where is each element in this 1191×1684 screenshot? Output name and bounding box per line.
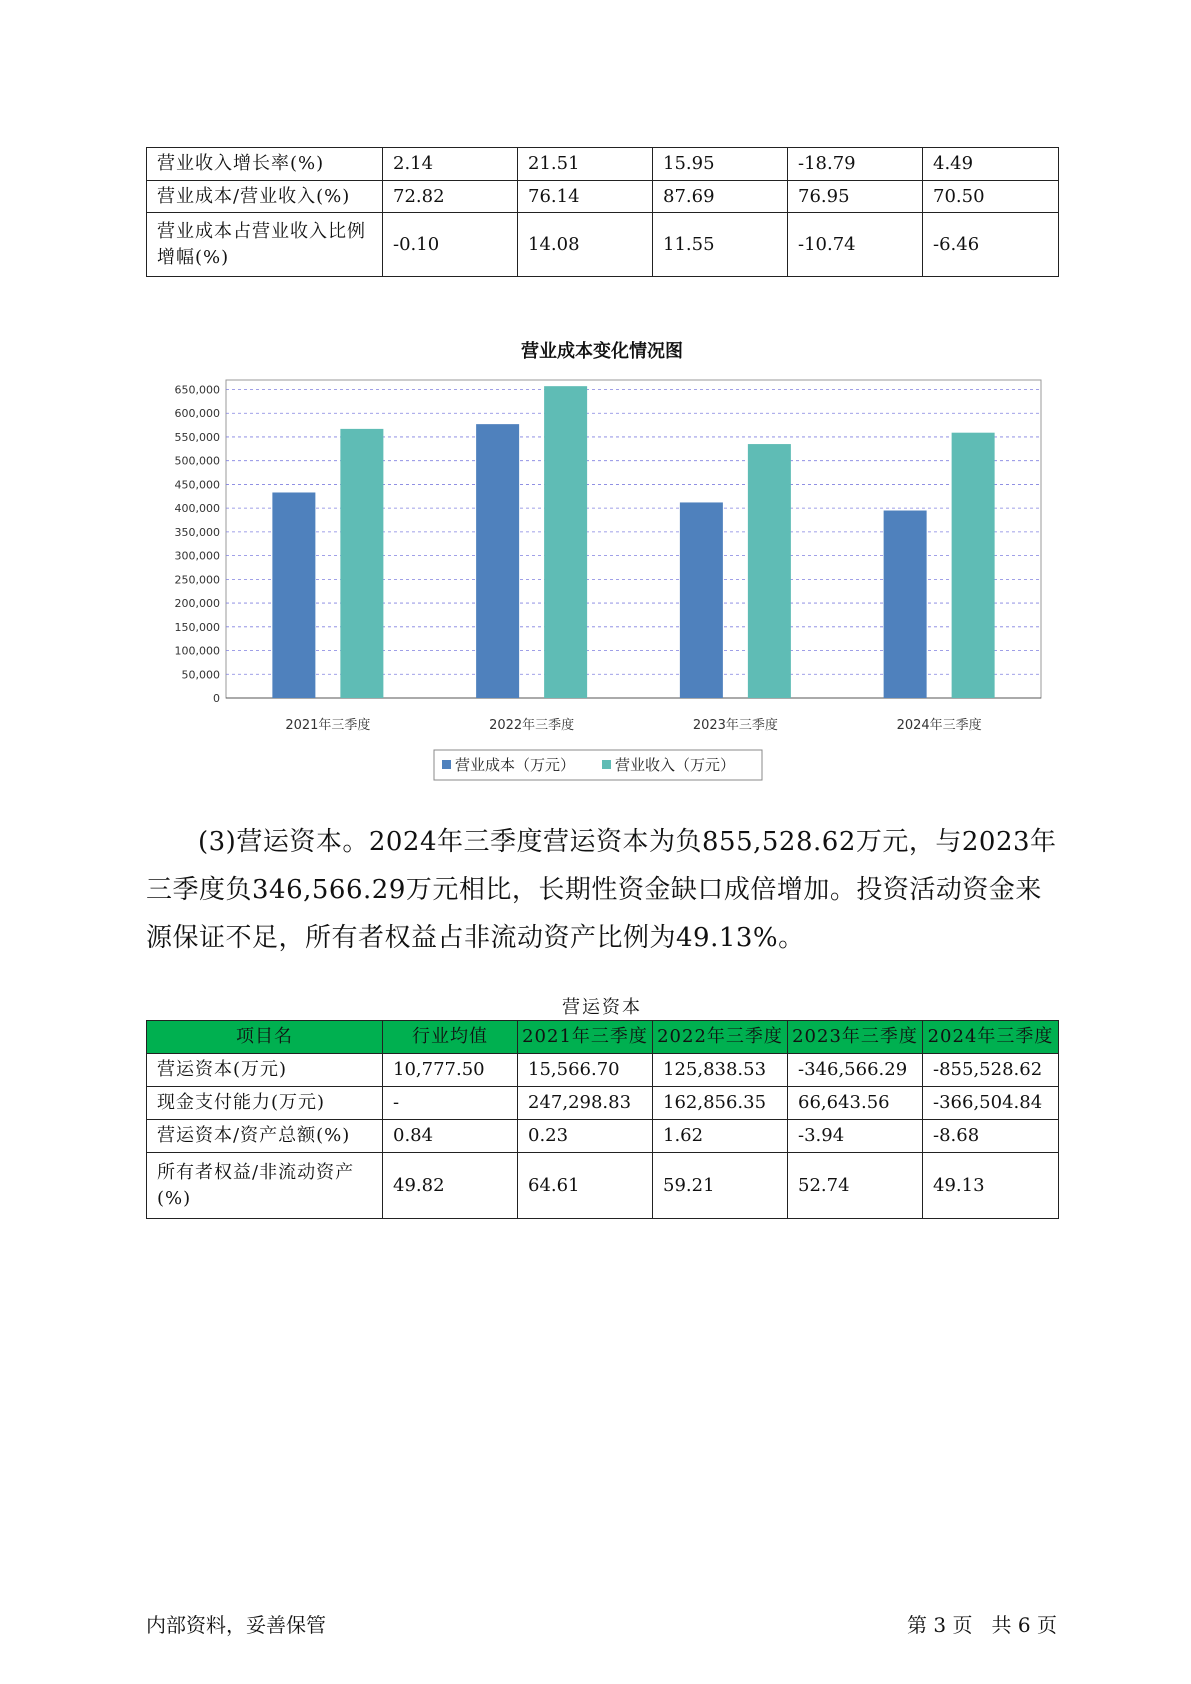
- table-cell: 15,566.70: [518, 1054, 653, 1087]
- legend-swatch: [442, 760, 451, 769]
- table-cell: 59.21: [653, 1153, 788, 1219]
- bar-revenue: [748, 444, 791, 698]
- table-cell: -3.94: [788, 1120, 923, 1153]
- y-tick-label: 450,000: [174, 478, 220, 492]
- table-row: [147, 213, 1059, 277]
- growth-table: [146, 147, 1059, 277]
- table-cell: -855,528.62: [923, 1054, 1059, 1087]
- working-capital-table: [146, 1020, 1059, 1219]
- y-tick-label: 150,000: [174, 620, 220, 634]
- row-label: 营运资本(万元): [147, 1054, 383, 1087]
- table-cell: 49.82: [383, 1153, 518, 1219]
- x-tick-label: 2022年三季度: [489, 718, 575, 733]
- legend-swatch: [602, 760, 611, 769]
- working-capital-paragraph: [146, 818, 1066, 962]
- table-cell: 15.95: [653, 148, 788, 181]
- y-tick-label: 350,000: [174, 525, 220, 539]
- table-cell: 10,777.50: [383, 1054, 518, 1087]
- paragraph-text: (3)营运资本。2024年三季度营运资本为负855,528.62万元，与2023年三季度负346,566.29万元相比，长期性资金缺口成倍增加。投资活动资金来源保证不足，所有者权益占非流动资产比例为49.13%。: [146, 827, 1057, 953]
- table-cell: 125,838.53: [653, 1054, 788, 1087]
- table-row: [147, 1087, 1059, 1120]
- chart-title: 营业成本变化情况图: [521, 341, 683, 362]
- bar-revenue: [340, 429, 383, 698]
- table-cell: 70.50: [923, 181, 1059, 213]
- header-cell: 项目名: [147, 1021, 383, 1054]
- bar-cost: [272, 492, 315, 698]
- table-cell: 4.49: [923, 148, 1059, 181]
- header-cell: 2021年三季度: [518, 1021, 653, 1054]
- table-cell: 0.84: [383, 1120, 518, 1153]
- row-label: 所有者权益/非流动资产(%): [147, 1153, 383, 1219]
- table-cell: -0.10: [383, 213, 518, 277]
- legend-label: 营业成本（万元）: [455, 756, 576, 774]
- table-cell: -346,566.29: [788, 1054, 923, 1087]
- table-cell: 52.74: [788, 1153, 923, 1219]
- header-cell: 2022年三季度: [653, 1021, 788, 1054]
- row-label: 营运资本/资产总额(%): [147, 1120, 383, 1153]
- footer-confidential: 内部资料，妥善保管: [146, 1613, 326, 1637]
- table-row: [147, 181, 1059, 213]
- table-cell: 76.95: [788, 181, 923, 213]
- x-tick-label: 2023年三季度: [692, 718, 778, 733]
- table-cell: -6.46: [923, 213, 1059, 277]
- row-label: 营业收入增长率(%): [147, 148, 383, 181]
- row-label: 营业成本/营业收入(%): [147, 181, 383, 213]
- table-cell: 64.61: [518, 1153, 653, 1219]
- x-tick-label: 2021年三季度: [285, 718, 371, 733]
- x-tick-label: 2024年三季度: [896, 718, 982, 733]
- table-cell: 1.62: [653, 1120, 788, 1153]
- table-cell: 14.08: [518, 213, 653, 277]
- bar-cost: [680, 502, 723, 698]
- y-tick-label: 250,000: [174, 573, 220, 587]
- table-cell: 11.55: [653, 213, 788, 277]
- bar-revenue: [544, 386, 587, 698]
- table-cell: 72.82: [383, 181, 518, 213]
- y-tick-label: 100,000: [174, 644, 220, 658]
- table-cell: -18.79: [788, 148, 923, 181]
- header-cell: 2024年三季度: [923, 1021, 1059, 1054]
- legend-label: 营业收入（万元）: [615, 756, 736, 774]
- y-tick-label: 200,000: [174, 597, 220, 611]
- table-cell: -: [383, 1087, 518, 1120]
- y-tick-label: 300,000: [174, 549, 220, 563]
- table-cell: 21.51: [518, 148, 653, 181]
- table-cell: 162,856.35: [653, 1087, 788, 1120]
- table-cell: 247,298.83: [518, 1087, 653, 1120]
- bar-cost: [476, 424, 519, 698]
- bar-revenue: [952, 433, 995, 698]
- page-number: 第 3 页 共 6 页: [907, 1613, 1057, 1637]
- row-label: 营业成本占营业收入比例增幅(%): [147, 213, 383, 277]
- y-tick-label: 400,000: [174, 502, 220, 516]
- header-cell: 行业均值: [383, 1021, 518, 1054]
- bar-cost: [884, 511, 927, 698]
- row-label: 现金支付能力(万元): [147, 1087, 383, 1120]
- y-tick-label: 0: [213, 692, 220, 705]
- table-cell: -8.68: [923, 1120, 1059, 1153]
- table-caption: 营运资本: [562, 997, 642, 1018]
- table-header-row: [147, 1021, 1059, 1054]
- header-cell: 2023年三季度: [788, 1021, 923, 1054]
- table-cell: 76.14: [518, 181, 653, 213]
- y-tick-label: 50,000: [181, 668, 220, 682]
- y-tick-label: 500,000: [174, 454, 220, 468]
- table-cell: 49.13: [923, 1153, 1059, 1219]
- table-cell: -366,504.84: [923, 1087, 1059, 1120]
- table-cell: 2.14: [383, 148, 518, 181]
- y-tick-label: 550,000: [174, 430, 220, 444]
- y-tick-label: 600,000: [174, 407, 220, 421]
- y-tick-label: 650,000: [174, 383, 220, 397]
- table-row: [147, 1153, 1059, 1219]
- table-cell: 87.69: [653, 181, 788, 213]
- bar-chart: [146, 372, 1046, 782]
- table-cell: 66,643.56: [788, 1087, 923, 1120]
- table-cell: 0.23: [518, 1120, 653, 1153]
- table-cell: -10.74: [788, 213, 923, 277]
- table-row: [147, 148, 1059, 181]
- table-row: [147, 1054, 1059, 1087]
- table-row: [147, 1120, 1059, 1153]
